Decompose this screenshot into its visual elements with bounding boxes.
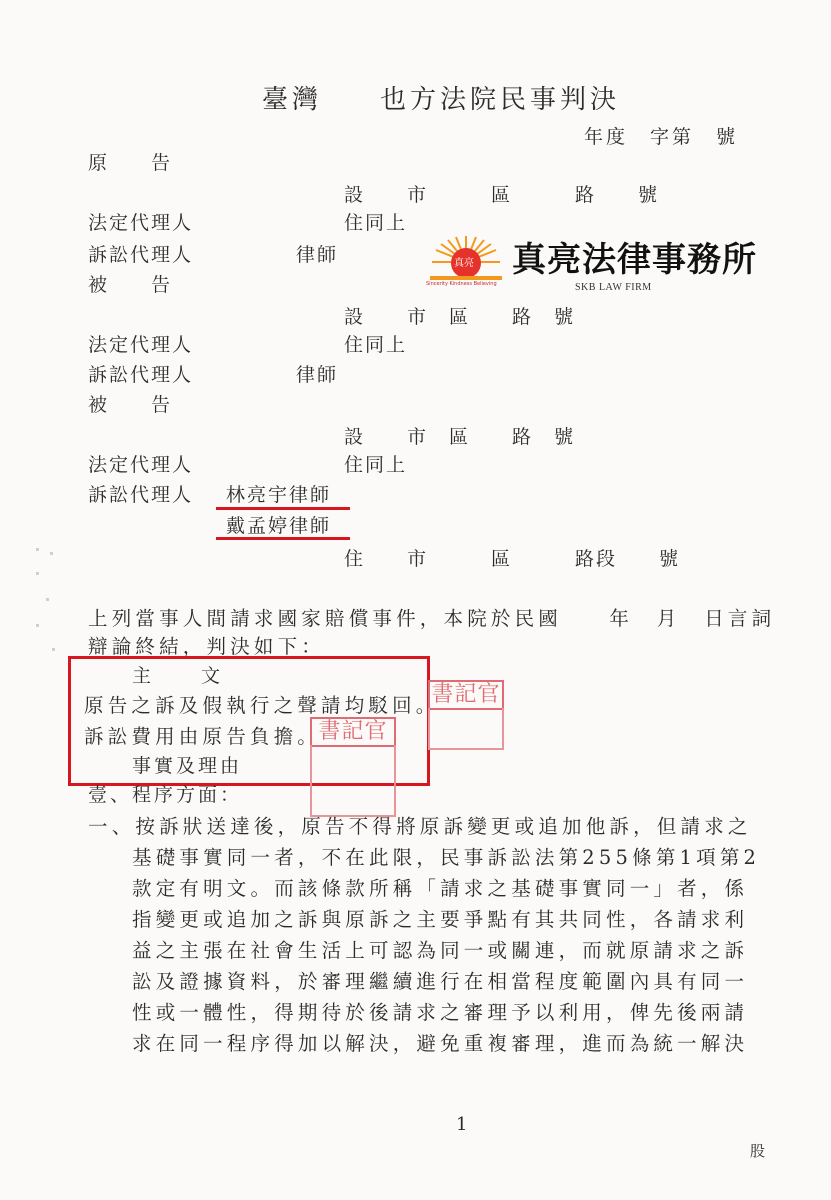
plaintiff-rep-label: 法定代理人 (88, 212, 194, 234)
para-line-2: 基礎事實同一者，不在此限，民事訴訟法第255條第1項第2 (132, 846, 761, 869)
law-firm-logo (426, 232, 506, 290)
law-firm-name-cn: 真亮法律事務所 (512, 240, 757, 280)
intro-line-2: 辯論終結，判決如下： (88, 635, 326, 658)
clerk-stamp-2-frame (310, 745, 396, 817)
law-firm-name-en: SKB LAW FIRM (575, 282, 652, 293)
para-line-5: 益之主張在社會生活上可認為同一或關連，而就原請求之訴 (132, 939, 749, 962)
main-text-heading: 主 文 (132, 665, 225, 687)
scan-speck (52, 648, 55, 651)
defendant2-counsel-name2: 戴孟婷律師 (226, 515, 332, 537)
clerk-stamp-2: 書記官 (310, 717, 396, 747)
section-procedure: 壹、程序方面： (88, 784, 243, 806)
logo-tagline: Sincerity Kindness Believing (426, 281, 497, 287)
defendant1-counsel-value: 律師 (296, 364, 339, 386)
para-line-8: 求在同一程序得加以解決，避免重複審理，進而為統一解決 (132, 1032, 749, 1055)
defendant1-counsel-label: 訴訟代理人 (88, 364, 194, 386)
defendant2-rep-value: 住同上 (344, 454, 408, 476)
defendant2-address: 設 市 區 路 號 (344, 426, 576, 448)
para-line-3: 款定有明文。而該條款所稱「請求之基礎事實同一」者，係 (132, 877, 749, 900)
defendant2-counsel-label: 訴訟代理人 (88, 484, 194, 506)
main-text-line-2: 訴訟費用由原告負擔。 (84, 725, 322, 748)
court-name-title: 也方法院民事判決 (380, 85, 621, 115)
plaintiff-address: 設 市 區 路 號 (344, 184, 660, 206)
scan-speck (36, 548, 39, 551)
defendant2-label: 被 告 (88, 394, 173, 416)
defendant2-counsel-address: 住 市 區 路段 號 (344, 548, 681, 570)
court-name-left: 臺灣 (262, 85, 323, 115)
para-line-4: 指變更或追加之訴與原訴之主要爭點有其共同性，各請求利 (132, 908, 749, 931)
plaintiff-counsel-value: 律師 (296, 244, 339, 266)
defendant1-rep-label: 法定代理人 (88, 334, 194, 356)
scan-speck (50, 552, 53, 555)
division-label: 股 (750, 1142, 768, 1160)
defendant2-counsel-name1: 林亮宇律師 (226, 484, 332, 506)
clerk-stamp-1-frame (428, 708, 504, 750)
intro-line-1: 上列當事人間請求國家賠償事件，本院於民國 年 月 日言詞 (88, 607, 776, 630)
clerk-stamp-1: 書記官 (428, 680, 504, 710)
case-number: 年度 字第 號 (584, 126, 739, 148)
defendant1-address: 設 市 區 路 號 (344, 306, 576, 328)
scan-speck (36, 572, 39, 575)
scan-speck (36, 624, 39, 627)
main-text-line-1: 原告之訴及假執行之聲請均駁回。 (84, 694, 440, 717)
counsel1-underline (216, 507, 350, 510)
defendant1-rep-value: 住同上 (344, 334, 408, 356)
logo-seal-text: 真亮 (454, 258, 474, 269)
defendant2-rep-label: 法定代理人 (88, 454, 194, 476)
reasons-heading: 事實及理由 (132, 755, 243, 777)
para-line-6: 訟及證據資料，於審理繼續進行在相當程度範圍內具有同一 (132, 970, 749, 993)
para-line-1: 一、按訴狀送達後，原告不得將原訴變更或追加他訴，但請求之 (88, 815, 752, 838)
plaintiff-counsel-label: 訴訟代理人 (88, 244, 194, 266)
plaintiff-rep-value: 住同上 (344, 212, 408, 234)
page-number: 1 (456, 1114, 470, 1135)
scan-speck (46, 598, 49, 601)
defendant1-label: 被 告 (88, 274, 173, 296)
para-line-7: 性或一體性，得期待於後請求之審理予以利用，俾先後兩請 (132, 1001, 749, 1024)
plaintiff-label: 原 告 (88, 152, 173, 174)
counsel2-underline (216, 537, 350, 540)
